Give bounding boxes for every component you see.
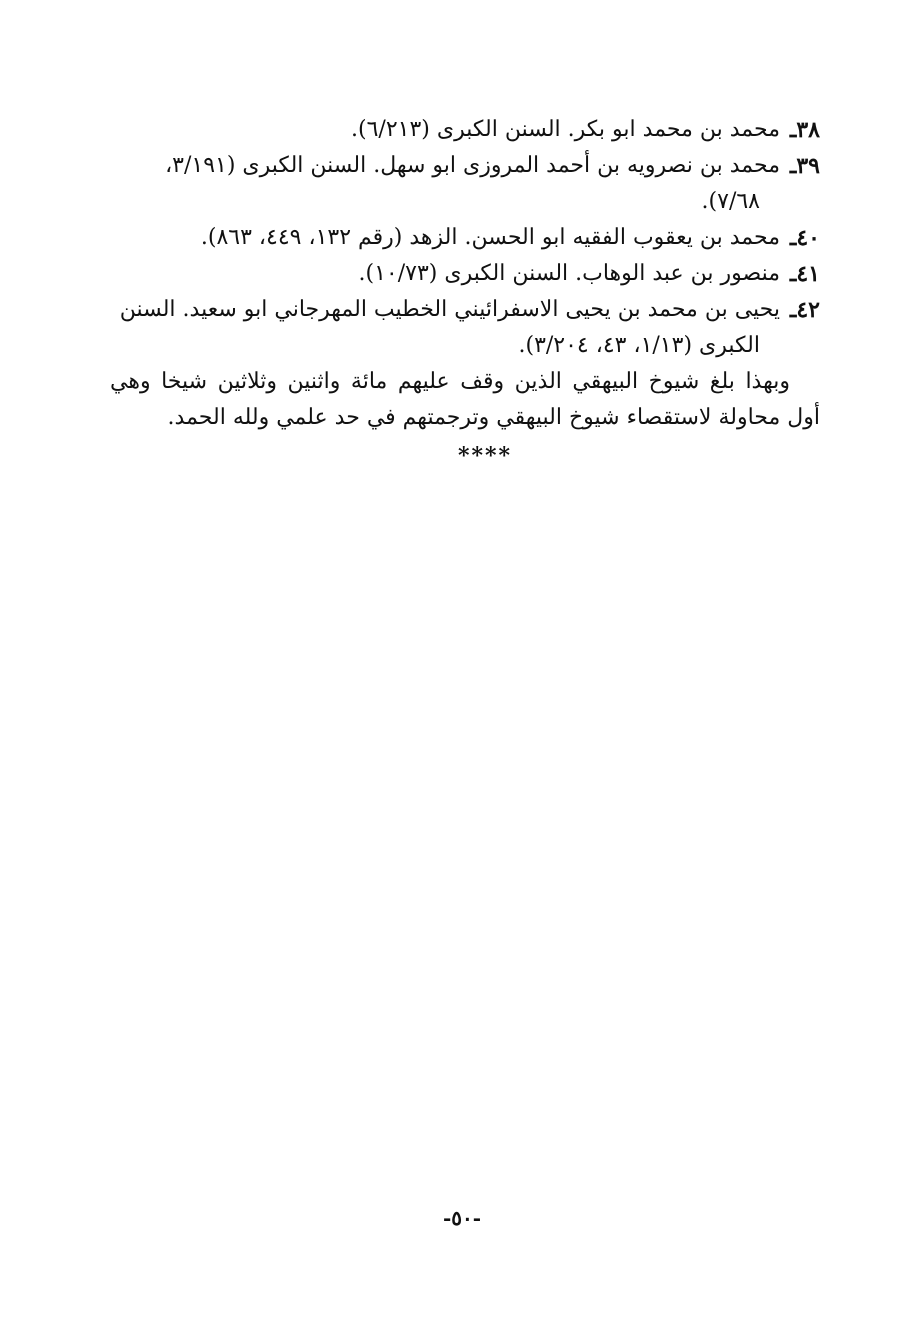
entry-40	[110, 220, 820, 256]
entry-number: ٣٩ـ	[789, 153, 820, 179]
entry-41	[110, 256, 820, 292]
entry-42	[110, 292, 820, 364]
entry-number: ٤١ـ	[789, 261, 820, 287]
entry-text: محمد بن يعقوب الفقيه ابو الحسن. الزهد (رقم ١٣٢، ٤٤٩، ٨٦٣).	[200, 225, 780, 250]
entry-39	[110, 148, 820, 220]
entry-38	[110, 112, 820, 148]
entry-number: ٣٨ـ	[789, 117, 820, 143]
entry-continuation: ٧/٦٨).	[701, 189, 760, 214]
entry-number: ٤٠ـ	[789, 225, 820, 251]
section-separator: ****	[457, 443, 513, 469]
closing-paragraph: وبهذا بلغ شيوخ البيهقي الذين وقف عليهم مائة واثنين وثلاثين شيخا وهي أول محاولة لاستقصاء شيوخ البيهقي وترجمتهم في حد علمي ولله الحمد.	[110, 369, 820, 430]
entry-text: منصور بن عبد الوهاب. السنن الكبرى (١٠/٧٣).	[358, 261, 780, 286]
page-number: -٥٠-	[442, 1206, 482, 1230]
page-content	[110, 112, 820, 474]
entry-text: محمد بن نصرويه بن أحمد المروزى ابو سهل. السنن الكبرى (٣/١٩١،	[165, 153, 780, 178]
entry-text: يحيى بن محمد بن يحيى الاسفرائيني الخطيب المهرجاني ابو سعيد. السنن	[119, 297, 780, 322]
entry-text: محمد بن محمد ابو بكر. السنن الكبرى (٦/٢١٣).	[351, 117, 780, 142]
entry-continuation: الكبرى (١/١٣، ٤٣، ٣/٢٠٤).	[518, 333, 760, 358]
entry-number: ٤٢ـ	[789, 297, 820, 323]
